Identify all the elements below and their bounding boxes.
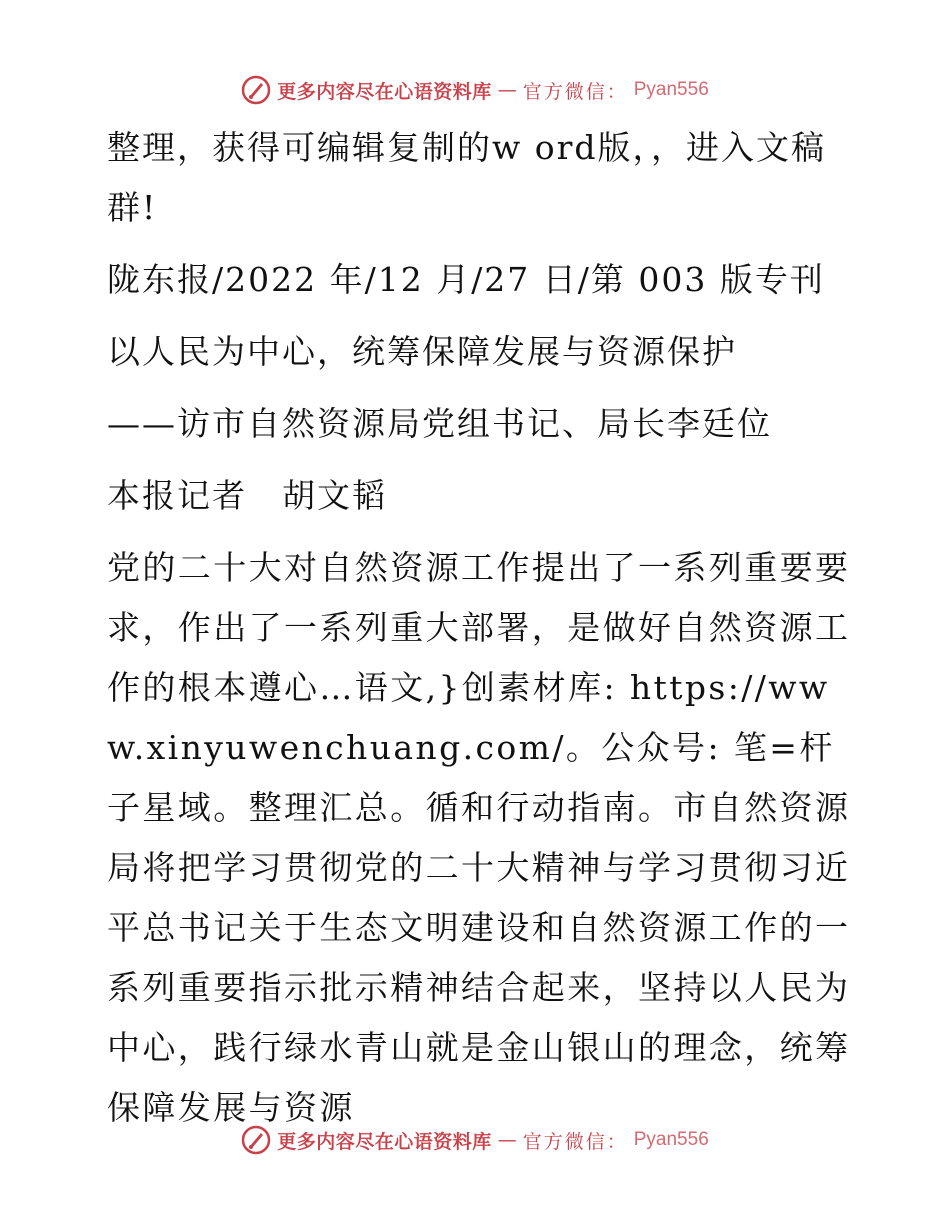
watermark-brand-footer <box>241 1125 709 1155</box>
watermark-brand <box>241 75 709 105</box>
intro-text: 整理，获得可编辑复制的w ord版，，进入文稿群! <box>107 128 827 227</box>
article-title: 以人民为中心，统筹保障发展与资源保护 <box>107 332 737 371</box>
wechat-id: Pyan556 <box>633 79 709 100</box>
brand-logo-icon <box>241 75 271 105</box>
article-subtitle: ——访市自然资源局党组书记、局长李廷位 <box>107 404 772 443</box>
brand-text: 更多内容尽在心语资料库 <box>277 80 492 103</box>
wechat-id: Pyan556 <box>633 1129 709 1150</box>
article-body: 党的二十大对自然资源工作提出了一系列重要要求，作出了一系列重大部署，是做好自然资源工作的根本遵心…语文,}创素材库: https://www.xinyuwenchuang.com/。公众号: 笔=杆子星域。整理汇总。循和行动指南。市自然资源局将把学习贯彻党的二十大精神与学习贯彻习近平总书记关于生态文明建设和自然资源工作的一系列重要指示批示精神结合起来，坚持以人民为中心，践行绿水青山就是金山银山的理念，统筹保障发展与资源 <box>107 548 851 1127</box>
watermark-footer <box>0 1120 950 1160</box>
document-content <box>97 118 857 1138</box>
wechat-label: 官方微信： <box>522 1130 628 1153</box>
byline: 本报记者 胡文韬 <box>107 476 387 515</box>
watermark-header <box>0 70 950 110</box>
separator: — <box>497 79 517 101</box>
brand-text: 更多内容尽在心语资料库 <box>277 1130 492 1153</box>
source-line: 陇东报/2022 年/12 月/27 日/第 003 版专刊 <box>107 260 825 299</box>
wechat-label: 官方微信： <box>522 80 628 103</box>
separator: — <box>497 1129 517 1151</box>
brand-logo-icon <box>241 1125 271 1155</box>
